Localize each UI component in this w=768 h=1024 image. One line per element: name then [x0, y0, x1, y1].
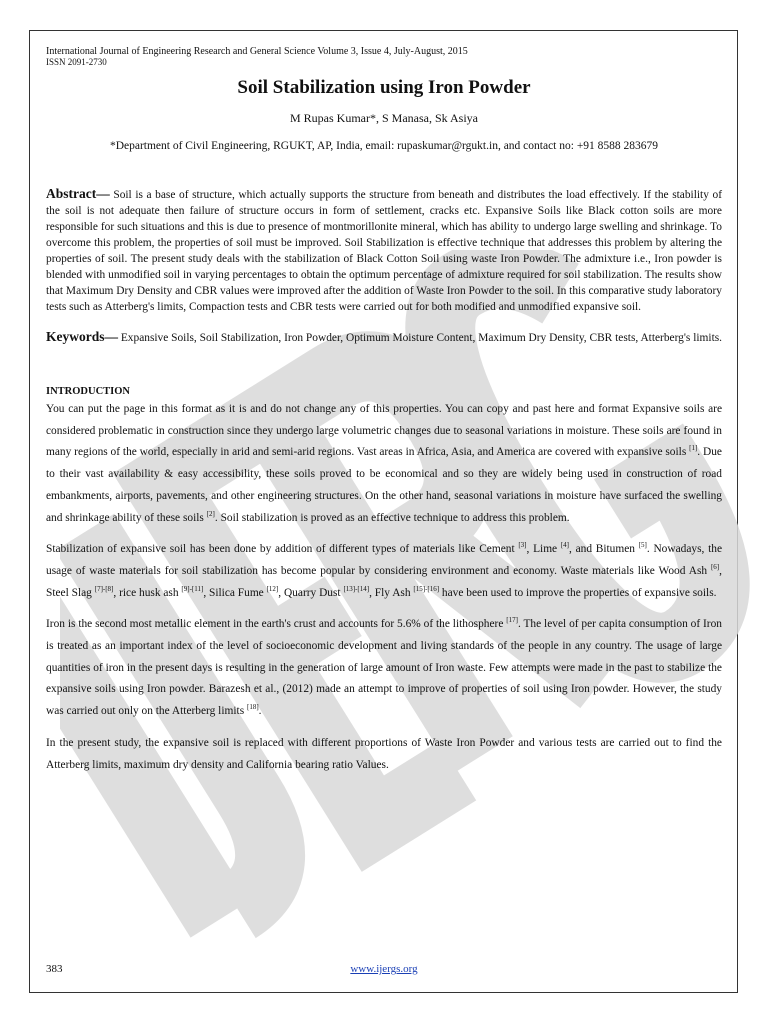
keywords-label: Keywords— [46, 329, 118, 344]
affiliation: *Department of Civil Engineering, RGUKT, AP, India, email: rupaskumar@rgukt.in, and contact no: +91 8588 283679 [109, 140, 659, 152]
citation: [3] [518, 541, 527, 550]
text-run: , and Bitumen [569, 543, 639, 556]
journal-website-link[interactable]: www.ijergs.org [350, 963, 418, 975]
intro-paragraph-1 [46, 399, 722, 529]
text-run: , Silica Fume [203, 586, 267, 599]
citation: [5] [638, 541, 647, 550]
intro-paragraph-2 [46, 539, 722, 604]
abstract [46, 186, 722, 315]
citation: [1] [689, 444, 698, 453]
citation: [4] [560, 541, 570, 550]
keywords-text: Expansive Soils, Soil Stabilization, Iron Powder, Optimum Moisture Content, Maximum Dry Density, CBR tests, Atterberg's limits. [118, 332, 723, 344]
citation: [2] [206, 509, 215, 518]
text-run: , Lime [526, 543, 561, 556]
paper-title: Soil Stabilization using Iron Powder [237, 77, 531, 98]
citation: [18] [246, 703, 259, 712]
citation: [17] [506, 616, 518, 625]
intro-paragraph-3 [46, 614, 722, 723]
text-run: , Fly Ash [369, 586, 414, 599]
text-run: . Nowadays, the usage of waste materials for soil stabilization has become popular by considering environment and economy. Waste materials like Wood Ash [46, 543, 722, 577]
text-run: . The level of per capita consumption of Iron is treated as an important index of the level of socioeconomic development and living standards of the people in any country. The usage of large quantities of iron in the present days is resulting in the generation of large amount of Iron waste. Few attempts were made in the past to stabilize the expansive soils using Iron powder. Barazesh et al., (2012) made an attempt to improve of properties of soil using Iron powder. However, the study was carried out only on the Atterberg limits [46, 618, 722, 718]
text-run: Stabilization of expansive soil has been done by addition of different types of materials like Cement [46, 543, 519, 556]
citation: [9]-[11] [181, 584, 204, 593]
issn: ISSN 2091-2730 [46, 57, 107, 67]
citation: [7]-[8] [94, 584, 114, 593]
page-number: 383 [46, 963, 63, 975]
text-run: Iron is the second most metallic element in the earth's crust and accounts for 5.6% of the lithosphere [46, 618, 507, 631]
introduction-heading: INTRODUCTION [46, 386, 131, 397]
journal-header: International Journal of Engineering Research and General Science Volume 3, Issue 4, July-August, 2015 [46, 46, 468, 57]
text-run: , rice husk ash [113, 586, 182, 599]
text-run: , Quarry Dust [278, 586, 344, 599]
text-run: . Soil stabilization is proved as an effective technique to address this problem. [214, 511, 570, 524]
authors: M Rupas Kumar*, S Manasa, Sk Asiya [290, 111, 478, 125]
citation: [13]-[14] [343, 584, 370, 593]
text-run: , Steel Slag [46, 564, 722, 599]
citation: [12] [266, 584, 279, 593]
page-content [46, 46, 722, 776]
citation: [6] [710, 563, 720, 572]
keywords [46, 329, 722, 346]
citation: [15]-[16] [413, 584, 440, 593]
text-run: . Due to their vast availability & easy accessibility, these soils proved to be economical and so they are widely being used in construction of road embankments, airports, pavements, and other engineering structures. On the other hand, seasonal variations in moisture have surfaced the swelling and shrinkage ability of these soils [46, 446, 722, 524]
text-run: have been used to improve the properties of expansive soils. [439, 586, 717, 599]
text-run: You can put the page in this format as it is and do not change any of this properties. You can copy and past here and format Expansive soils are considered problematic in construction since they undergo large volumetric changes due to seasonal variations in moisture. These soils are found in many regions of the world, especially in arid and semi-arid regions. Vast areas in Africa, Asia, and America are covered with expansive soils [46, 403, 722, 459]
intro-paragraph-4: In the present study, the expansive soil is replaced with different proportions of Waste Iron Powder and various tests are carried out to find the Atterberg limits, maximum dry density and California bearing ratio Values. [46, 736, 722, 771]
text-run: . [258, 705, 262, 718]
abstract-text: Soil is a base of structure, which actually supports the structure from beneath and distributes the load effectively. If the stability of the soil is not adequate then failure of structure occurs in form of settlement, cracks etc. Expansive Soils like Black cotton soils are more responsible for such situations and this is due to presence of montmorillonite mineral, which has ability to undergo large swelling and shrinkage. To overcome this problem, the properties of soil must be improved. Soil Stabilization is effective technique that addresses this problem by altering the properties of soil. The present study deals with the stabilization of Black Cotton Soil using waste Iron Powder. The admixture i.e., Iron powder is blended with unmodified soil in varying percentages to obtain the optimum percentage of admixture required for soil stabilization. The results show that Maximum Dry Density and CBR values were improved after the addition of Waste Iron Powder to the soil. In this comparative study laboratory tests such as Atterberg's limits, Compaction tests and CBR tests were carried out for both modified and unmodified expansive soil. [46, 189, 722, 313]
abstract-label: Abstract— [46, 186, 110, 201]
